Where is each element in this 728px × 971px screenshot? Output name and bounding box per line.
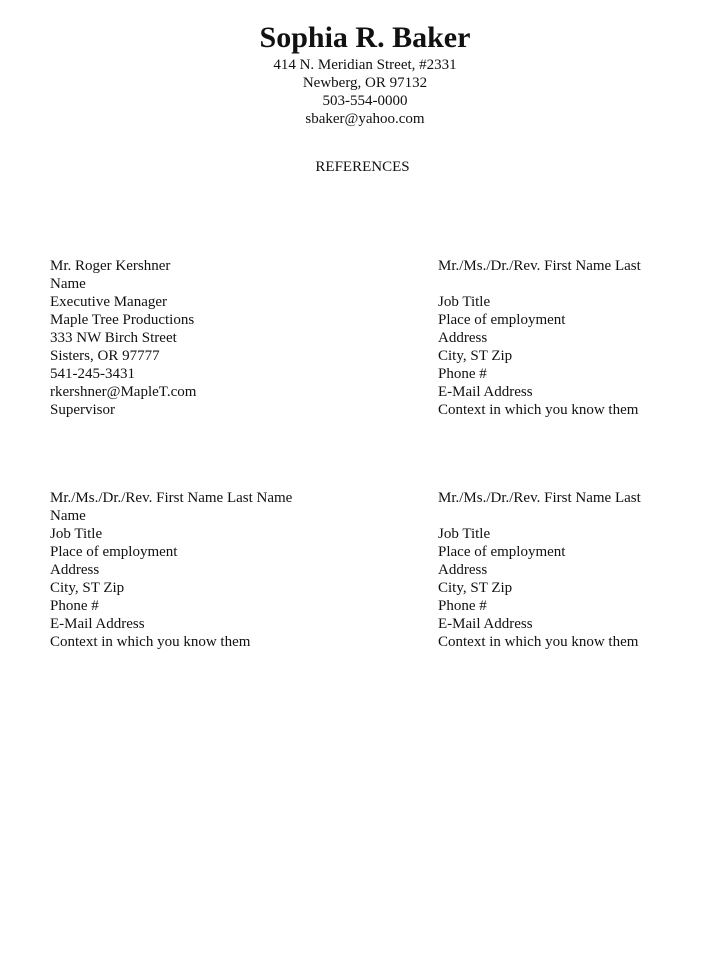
reference-phone: Phone # (438, 598, 487, 614)
reference-city-state-zip: City, ST Zip (438, 580, 513, 596)
reference-phone: Phone # (50, 598, 99, 614)
reference-job-title: Job Title (438, 526, 491, 542)
reference-name: Mr./Ms./Dr./Rev. First Name Last Name (50, 490, 293, 506)
reference-block-2 (438, 257, 641, 419)
reference-job-title: Executive Manager (50, 294, 168, 310)
reference-name-continued: Name (50, 508, 86, 524)
street-address: 414 N. Meridian Street, #2331 (273, 57, 457, 73)
reference-context: Context in which you know them (50, 634, 251, 650)
reference-block-1 (50, 257, 196, 419)
applicant-name: Sophia R. Baker (259, 21, 471, 54)
reference-address: Address (438, 330, 488, 346)
reference-name-continued (438, 507, 641, 525)
references-heading: REFERENCES (315, 159, 410, 175)
reference-email: rkershner@MapleT.com (50, 384, 197, 400)
reference-job-title: Job Title (50, 526, 103, 542)
reference-name: Mr. Roger Kershner (50, 258, 171, 274)
reference-employer: Maple Tree Productions (50, 312, 195, 328)
reference-block-4 (438, 489, 641, 651)
email-address: sbaker@yahoo.com (305, 111, 425, 127)
reference-context: Context in which you know them (438, 634, 639, 650)
reference-block-3 (50, 489, 292, 651)
reference-employer: Place of employment (438, 312, 566, 328)
reference-city-state-zip: City, ST Zip (438, 348, 513, 364)
reference-name-continued: Name (50, 276, 86, 292)
reference-employer: Place of employment (50, 544, 178, 560)
reference-name-continued (438, 275, 641, 293)
reference-email: E-Mail Address (438, 616, 533, 632)
city-state-zip: Newberg, OR 97132 (302, 75, 428, 91)
reference-name: Mr./Ms./Dr./Rev. First Name Last (438, 490, 641, 506)
reference-email: E-Mail Address (438, 384, 533, 400)
reference-job-title: Job Title (438, 294, 491, 310)
reference-phone: Phone # (438, 366, 487, 382)
resume-header (225, 20, 505, 128)
reference-email: E-Mail Address (50, 616, 145, 632)
reference-name: Mr./Ms./Dr./Rev. First Name Last (438, 258, 641, 274)
reference-phone: 541-245-3431 (50, 366, 135, 382)
reference-address: Address (50, 562, 100, 578)
reference-context: Context in which you know them (438, 402, 639, 418)
reference-employer: Place of employment (438, 544, 566, 560)
reference-city-state-zip: Sisters, OR 97777 (50, 348, 160, 364)
reference-context: Supervisor (50, 402, 115, 418)
reference-address: 333 NW Birch Street (50, 330, 177, 346)
phone-number: 503-554-0000 (322, 93, 408, 109)
reference-address: Address (438, 562, 488, 578)
reference-city-state-zip: City, ST Zip (50, 580, 125, 596)
